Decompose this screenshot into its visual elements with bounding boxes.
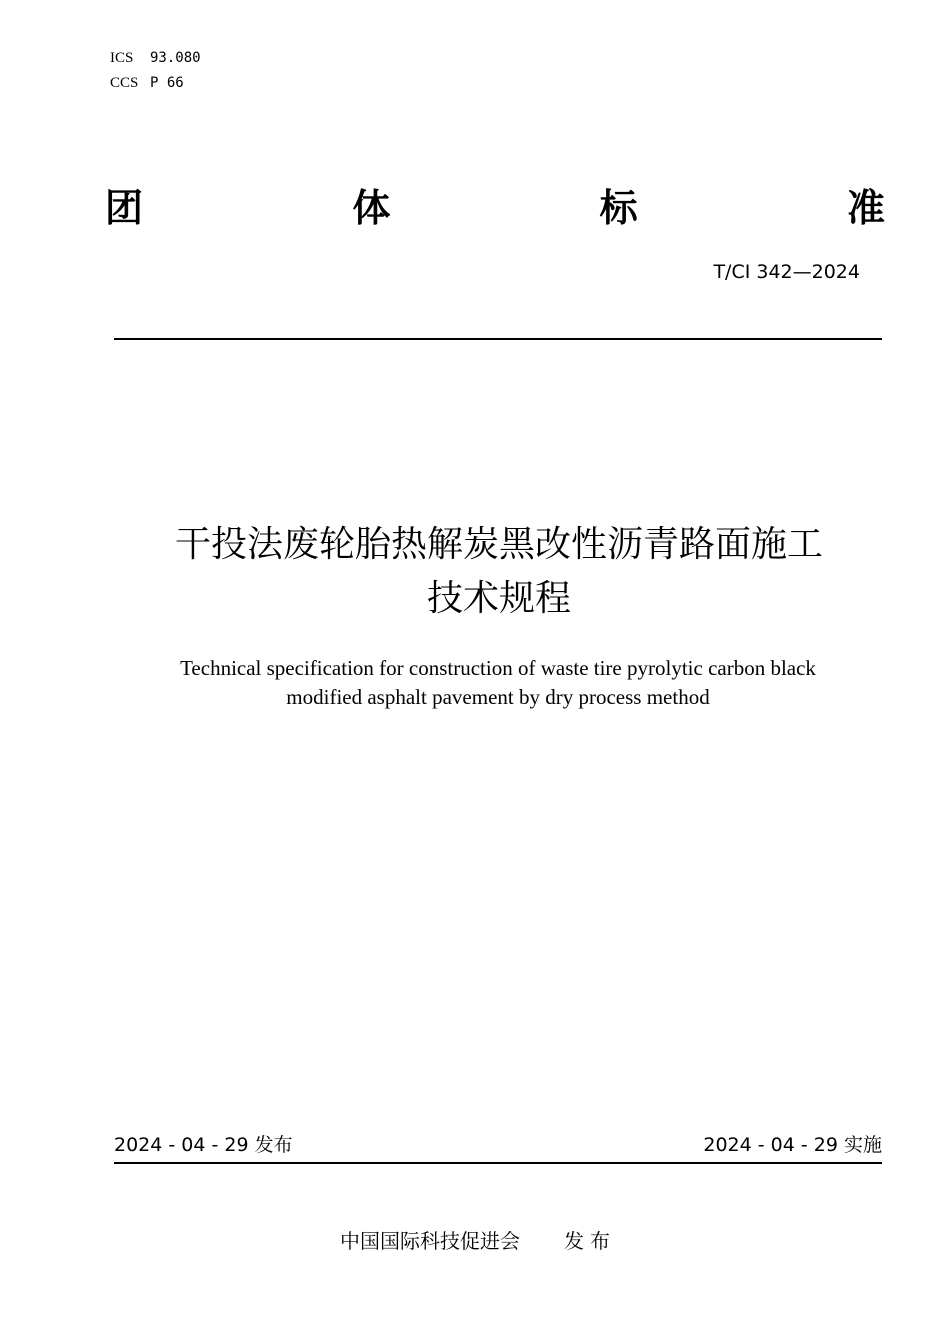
top-divider xyxy=(114,338,882,340)
english-title-line-2: modified asphalt pavement by dry process method xyxy=(286,685,710,709)
ics-value: 93.080 xyxy=(150,50,201,66)
english-title-line-1: Technical specification for construction of waste tire pyrolytic carbon black xyxy=(180,656,816,680)
classification-codes xyxy=(110,46,201,96)
issue-date: 2024 - 04 - 29 发布 xyxy=(114,1134,293,1156)
standard-type-char: 体 xyxy=(352,186,391,230)
publisher-action: 发布 xyxy=(564,1229,616,1253)
standard-type-char: 团 xyxy=(105,186,144,230)
ics-code-row xyxy=(110,46,201,71)
standard-type-char: 准 xyxy=(846,186,885,230)
bottom-divider xyxy=(114,1162,882,1164)
publisher-line xyxy=(340,1227,616,1255)
ics-label: ICS xyxy=(110,50,134,66)
publisher-organization: 中国国际科技促进会 xyxy=(340,1229,520,1253)
standard-type-heading xyxy=(105,182,885,234)
standard-number: T/CI 342—2024 xyxy=(713,261,860,283)
chinese-title-line-2: 技术规程 xyxy=(426,578,571,619)
ccs-code-row xyxy=(110,71,201,96)
ccs-label: CCS xyxy=(110,75,139,91)
ccs-value: P 66 xyxy=(150,75,184,91)
implementation-date: 2024 - 04 - 29 实施 xyxy=(703,1134,882,1156)
standard-type-char: 标 xyxy=(599,186,638,230)
chinese-title-line-1: 干投法废轮胎热解炭黑改性沥青路面施工 xyxy=(174,524,823,565)
